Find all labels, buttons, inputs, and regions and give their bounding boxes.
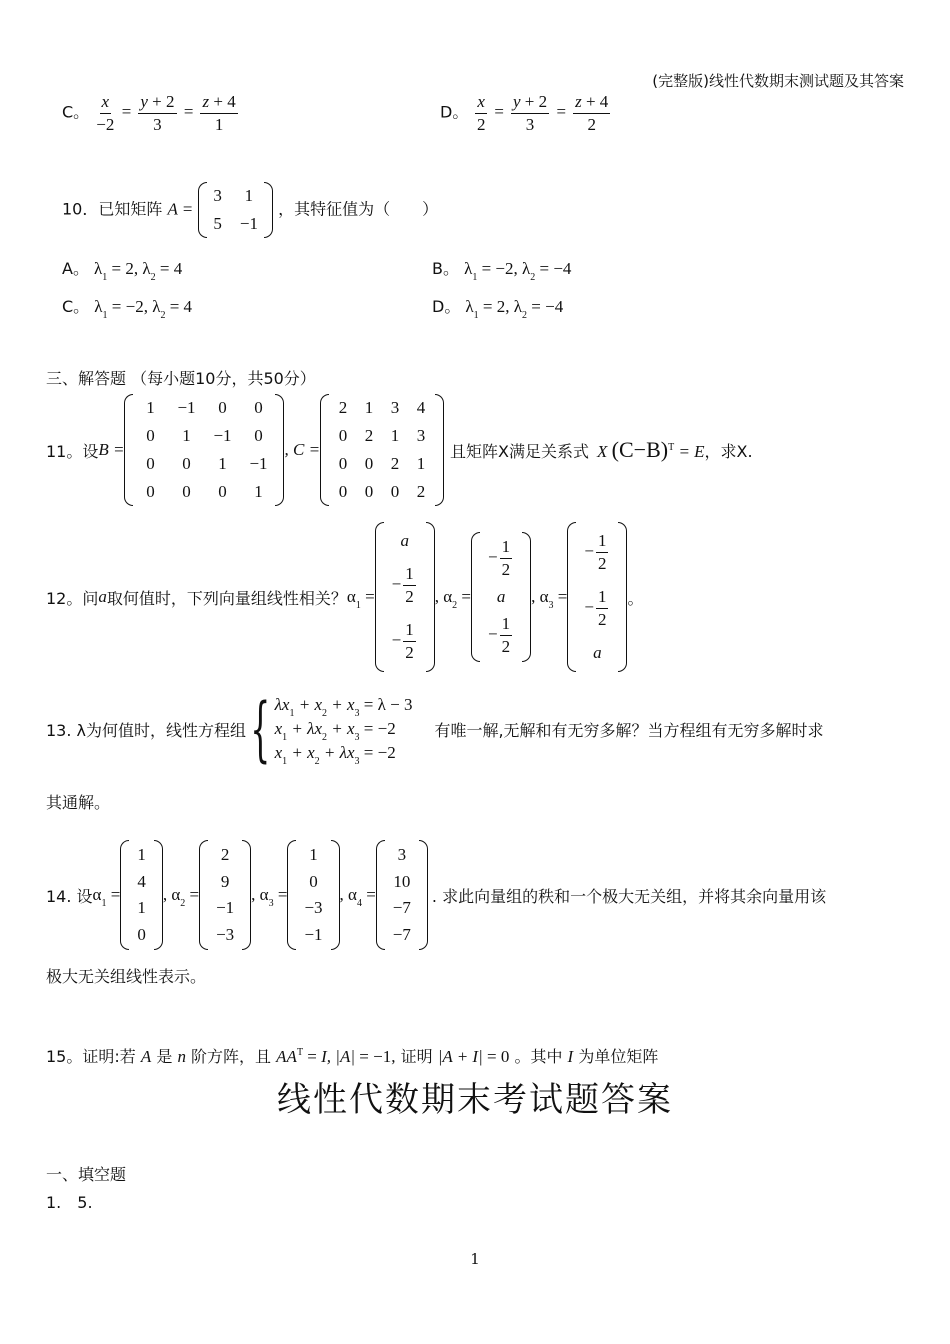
question-10: 10．已知矩阵 A = 3 1 5 −1 ，其特征值为（ ） bbox=[62, 182, 438, 238]
matrix-c: 2 1 3 4 0 2 1 3 0 0 2 1 0 0 0 2 bbox=[320, 394, 444, 506]
section-3-heading: 三、解答题 （每小题10分，共50分） bbox=[46, 369, 316, 388]
document-header: (完整版)线性代数期末测试题及其答案 bbox=[652, 72, 904, 90]
question-11: 11。设 B = 1 −1 0 0 0 1 −1 0 0 0 1 −1 0 0 0 1 , C = 2 1 3 4 0 2 1 3 0 0 2 1 0 0 0 2 且矩阵X满足关系式 X $(C-B)^T = E$ ，求X. bbox=[46, 394, 906, 506]
question-12: 12。问 a 取何值时，下列向量组线性相关？ $\alpha_1$ = a − $\frac{1}{2}$ − $\frac{1}{2}$ , $\alpha_2$ = − $\frac{1}{2}$ a − $\frac{1}{2}$ , $\alpha_3$ = − $\frac{1}{2}$ − $\frac{1}{2}$ a 。 bbox=[46, 522, 643, 672]
question-15: 15。证明:若 A 是 n 阶方阵，且 $AA^T = I$, |A| = −1, 证明 |A + I| = 0 。其中 I 为单位矩阵 bbox=[46, 1047, 659, 1066]
equation-system: { $\lambda x_1 + x_2 + x_3 = \lambda - 3$ $x_1 + \lambda x_2 + x_3 = -2$ $x_1 + x_2 + \lambda x_3 = -2$ bbox=[250, 688, 413, 770]
answers-title: 线性代数期末考试题答案 bbox=[277, 1080, 673, 1120]
answers-section-1: 一、填空题 bbox=[46, 1165, 127, 1184]
q10-option-d: D。 $\lambda_1 = 2$, $\lambda_2 = -4$ bbox=[432, 297, 564, 321]
vector-a1: 1 4 1 0 bbox=[120, 840, 163, 950]
matrix-a: 3 1 5 −1 bbox=[198, 182, 273, 238]
vector-alpha-1: a − $\frac{1}{2}$ − $\frac{1}{2}$ bbox=[375, 522, 435, 672]
vector-a4: 3 10 −7 −7 bbox=[376, 840, 428, 950]
vector-alpha-3: − $\frac{1}{2}$ − $\frac{1}{2}$ a bbox=[567, 522, 627, 672]
q9-option-c: C。 $\frac{x}{-2}$ = $\frac{y + 2}{3}$ = $\frac{z + 4}{1}$ bbox=[62, 92, 236, 134]
q13-continuation: 其通解。 bbox=[46, 793, 111, 812]
q14-continuation: 极大无关组线性表示。 bbox=[46, 967, 207, 986]
answer-item-1: 1. 5. bbox=[46, 1193, 93, 1212]
vector-alpha-2: − $\frac{1}{2}$ a − $\frac{1}{2}$ bbox=[471, 532, 531, 662]
q10-option-a: A。 $\lambda_1 = 2$, $\lambda_2 = 4$ bbox=[62, 259, 183, 283]
vector-a2: 2 9 −1 −3 bbox=[199, 840, 251, 950]
question-13: 13. λ为何值时，线性方程组 { $\lambda x_1 + x_2 + x_3 = \lambda - 3$ $x_1 + \lambda x_2 + x_3 = -2$ $x_1 + x_2 + \lambda x_3 = -2$ 有唯一解,无解和有无穷多解？当方程组有无穷多解时求 bbox=[46, 688, 824, 770]
matrix-b: 1 −1 0 0 0 1 −1 0 0 0 1 −1 0 0 0 1 bbox=[124, 394, 284, 506]
vector-a3: 1 0 −3 −1 bbox=[287, 840, 339, 950]
q9-option-d: D。 $\frac{x}{2}$ = $\frac{y + 2}{3}$ = $\frac{z + 4}{2}$ bbox=[440, 92, 609, 134]
q10-option-c: C。 $\lambda_1 = -2$, $\lambda_2 = 4$ bbox=[62, 297, 193, 321]
q10-option-b: B。 $\lambda_1 = -2$, $\lambda_2 = -4$ bbox=[432, 259, 572, 283]
question-14: 14. 设 $\alpha_1$ = 1 4 1 0 , $\alpha_2$ = 2 9 −1 −3 , $\alpha_3$ = 1 0 −3 −1 , $\alpha_4$ = 3 10 −7 −7 . 求此向量组的秩和一个极大无关组，并将其余向量用该 bbox=[46, 840, 826, 950]
page-number: 1 bbox=[470, 1250, 480, 1268]
